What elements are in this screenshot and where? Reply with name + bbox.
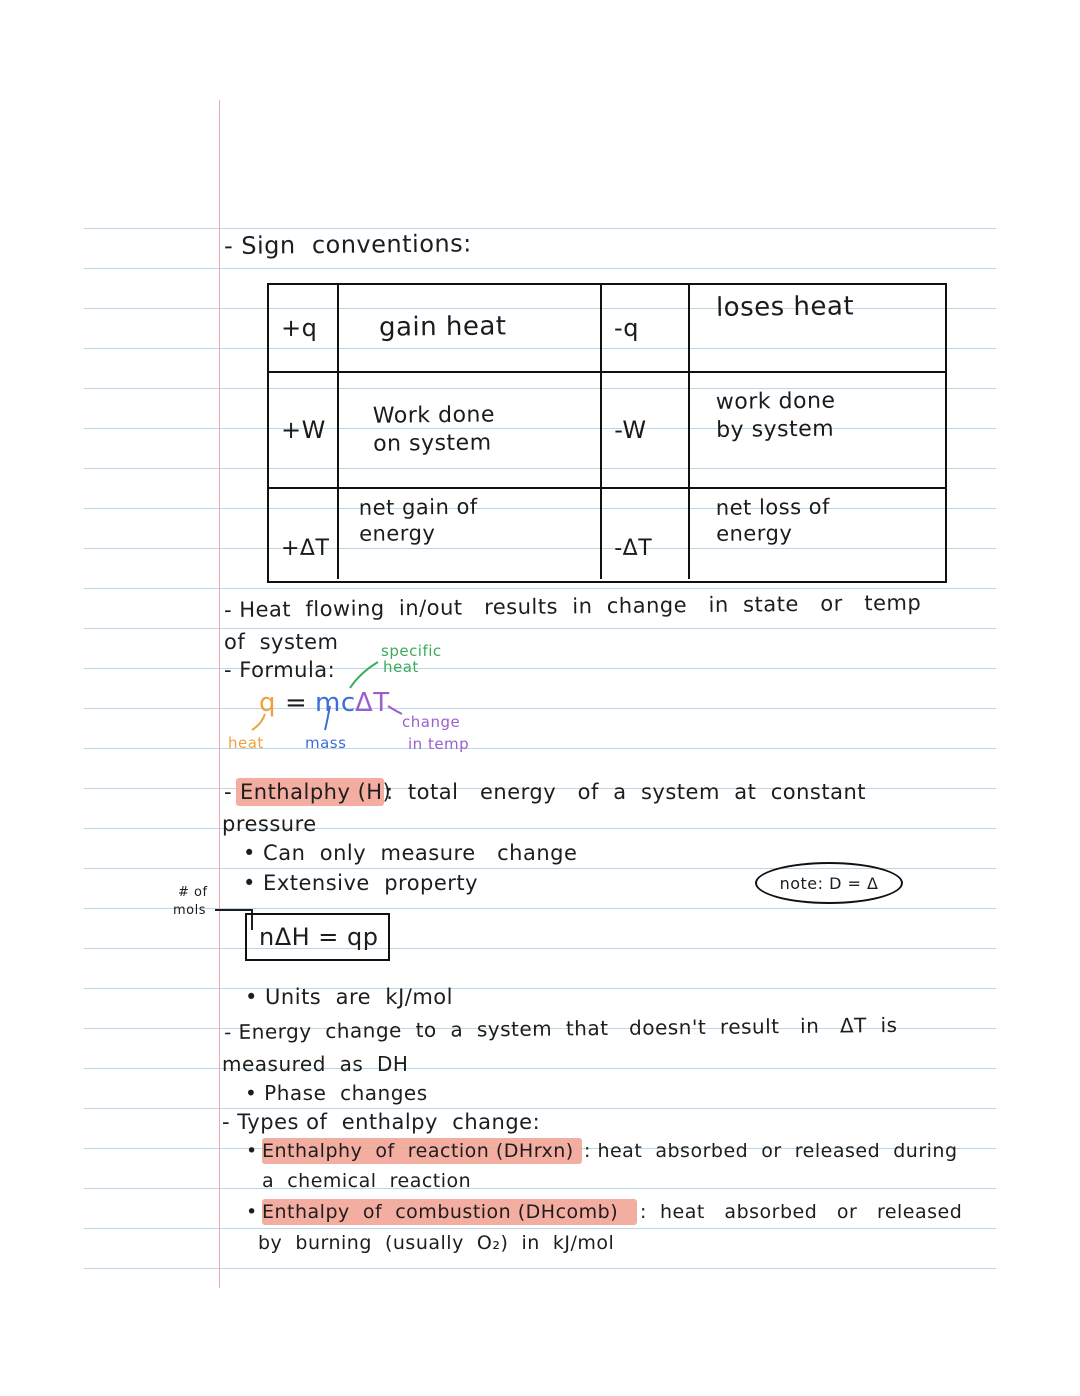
enthalpy-dash: - <box>224 780 233 804</box>
type-reaction-definition-line2: a chemical reaction <box>262 1170 472 1192</box>
energy-change-line-1: - Energy change to a system that doesn't result in ΔT is <box>223 1012 898 1044</box>
formula-mc: mc <box>315 688 356 718</box>
annotation-change-line1: change <box>402 713 461 731</box>
bullet-can-only-measure: • Can only measure change <box>243 841 578 865</box>
enthalpy-term: Enthalphy (H) <box>240 780 392 804</box>
bullet-dot-combustion: • <box>246 1201 258 1223</box>
bullet-phase-changes: • Phase changes <box>245 1081 428 1105</box>
bullet-dot-reaction: • <box>246 1140 258 1162</box>
n-label-line1: # of <box>178 885 208 900</box>
formula-label: - Formula: <box>224 658 336 682</box>
cell-text: net loss of energy <box>715 494 830 547</box>
cell-text: Work done on system <box>372 401 496 456</box>
formula-q: q <box>259 688 277 718</box>
types-of-enthalpy-heading: - Types of enthalpy change: <box>222 1110 541 1134</box>
annotation-specific-heat-line1: specific <box>381 642 442 660</box>
bullet-extensive-property: • Extensive property <box>243 871 479 895</box>
boxed-equation-text: nΔH = qp <box>259 923 379 951</box>
type-reaction-definition: : heat absorbed or released during <box>584 1140 958 1162</box>
annotation-heat: heat <box>228 734 264 752</box>
cell-text: net gain of energy <box>358 494 478 547</box>
formula-equals: = <box>285 688 308 718</box>
annotation-change-line2: in temp <box>408 735 470 753</box>
type-combustion-definition-line2: by burning (usually O₂) in kJ/mol <box>258 1232 615 1254</box>
type-combustion-definition: : heat absorbed or released <box>640 1201 963 1223</box>
bullet-units: • Units are kJ/mol <box>245 985 453 1009</box>
enthalpy-definition-line2: pressure <box>222 812 317 836</box>
cell-text: +W <box>281 416 326 444</box>
cell-text: -q <box>614 314 639 342</box>
type-reaction-term: Enthalphy of reaction (DHrxn) <box>262 1140 574 1162</box>
cell-text: -ΔT <box>614 536 653 561</box>
n-label-line2: mols <box>173 903 207 918</box>
formula-delta-t: ΔT <box>355 688 390 718</box>
cell-text: -W <box>614 416 647 444</box>
cell-text: gain heat <box>378 311 507 343</box>
enthalpy-definition: : total energy of a system at constant <box>386 780 866 804</box>
energy-change-line-2: measured as DH <box>222 1052 409 1076</box>
sign-conventions-heading: - Sign conventions: <box>223 229 472 260</box>
type-combustion-term: Enthalpy of combustion (DHcomb) <box>262 1201 619 1223</box>
annotation-specific-heat-line2: heat <box>383 658 419 676</box>
cell-text: loses heat <box>715 291 854 323</box>
heat-flow-line-1: - Heat flowing in/out results in change in state or temp <box>223 590 922 622</box>
cell-text: work done by system <box>715 388 836 443</box>
annotation-mass: mass <box>305 734 347 752</box>
note-bubble-text: note: D = Δ <box>779 873 879 893</box>
heat-flow-line-2: of system <box>224 630 339 654</box>
cell-text: +q <box>281 314 318 342</box>
boxed-equation <box>245 913 390 961</box>
cell-text: +ΔT <box>281 536 330 561</box>
